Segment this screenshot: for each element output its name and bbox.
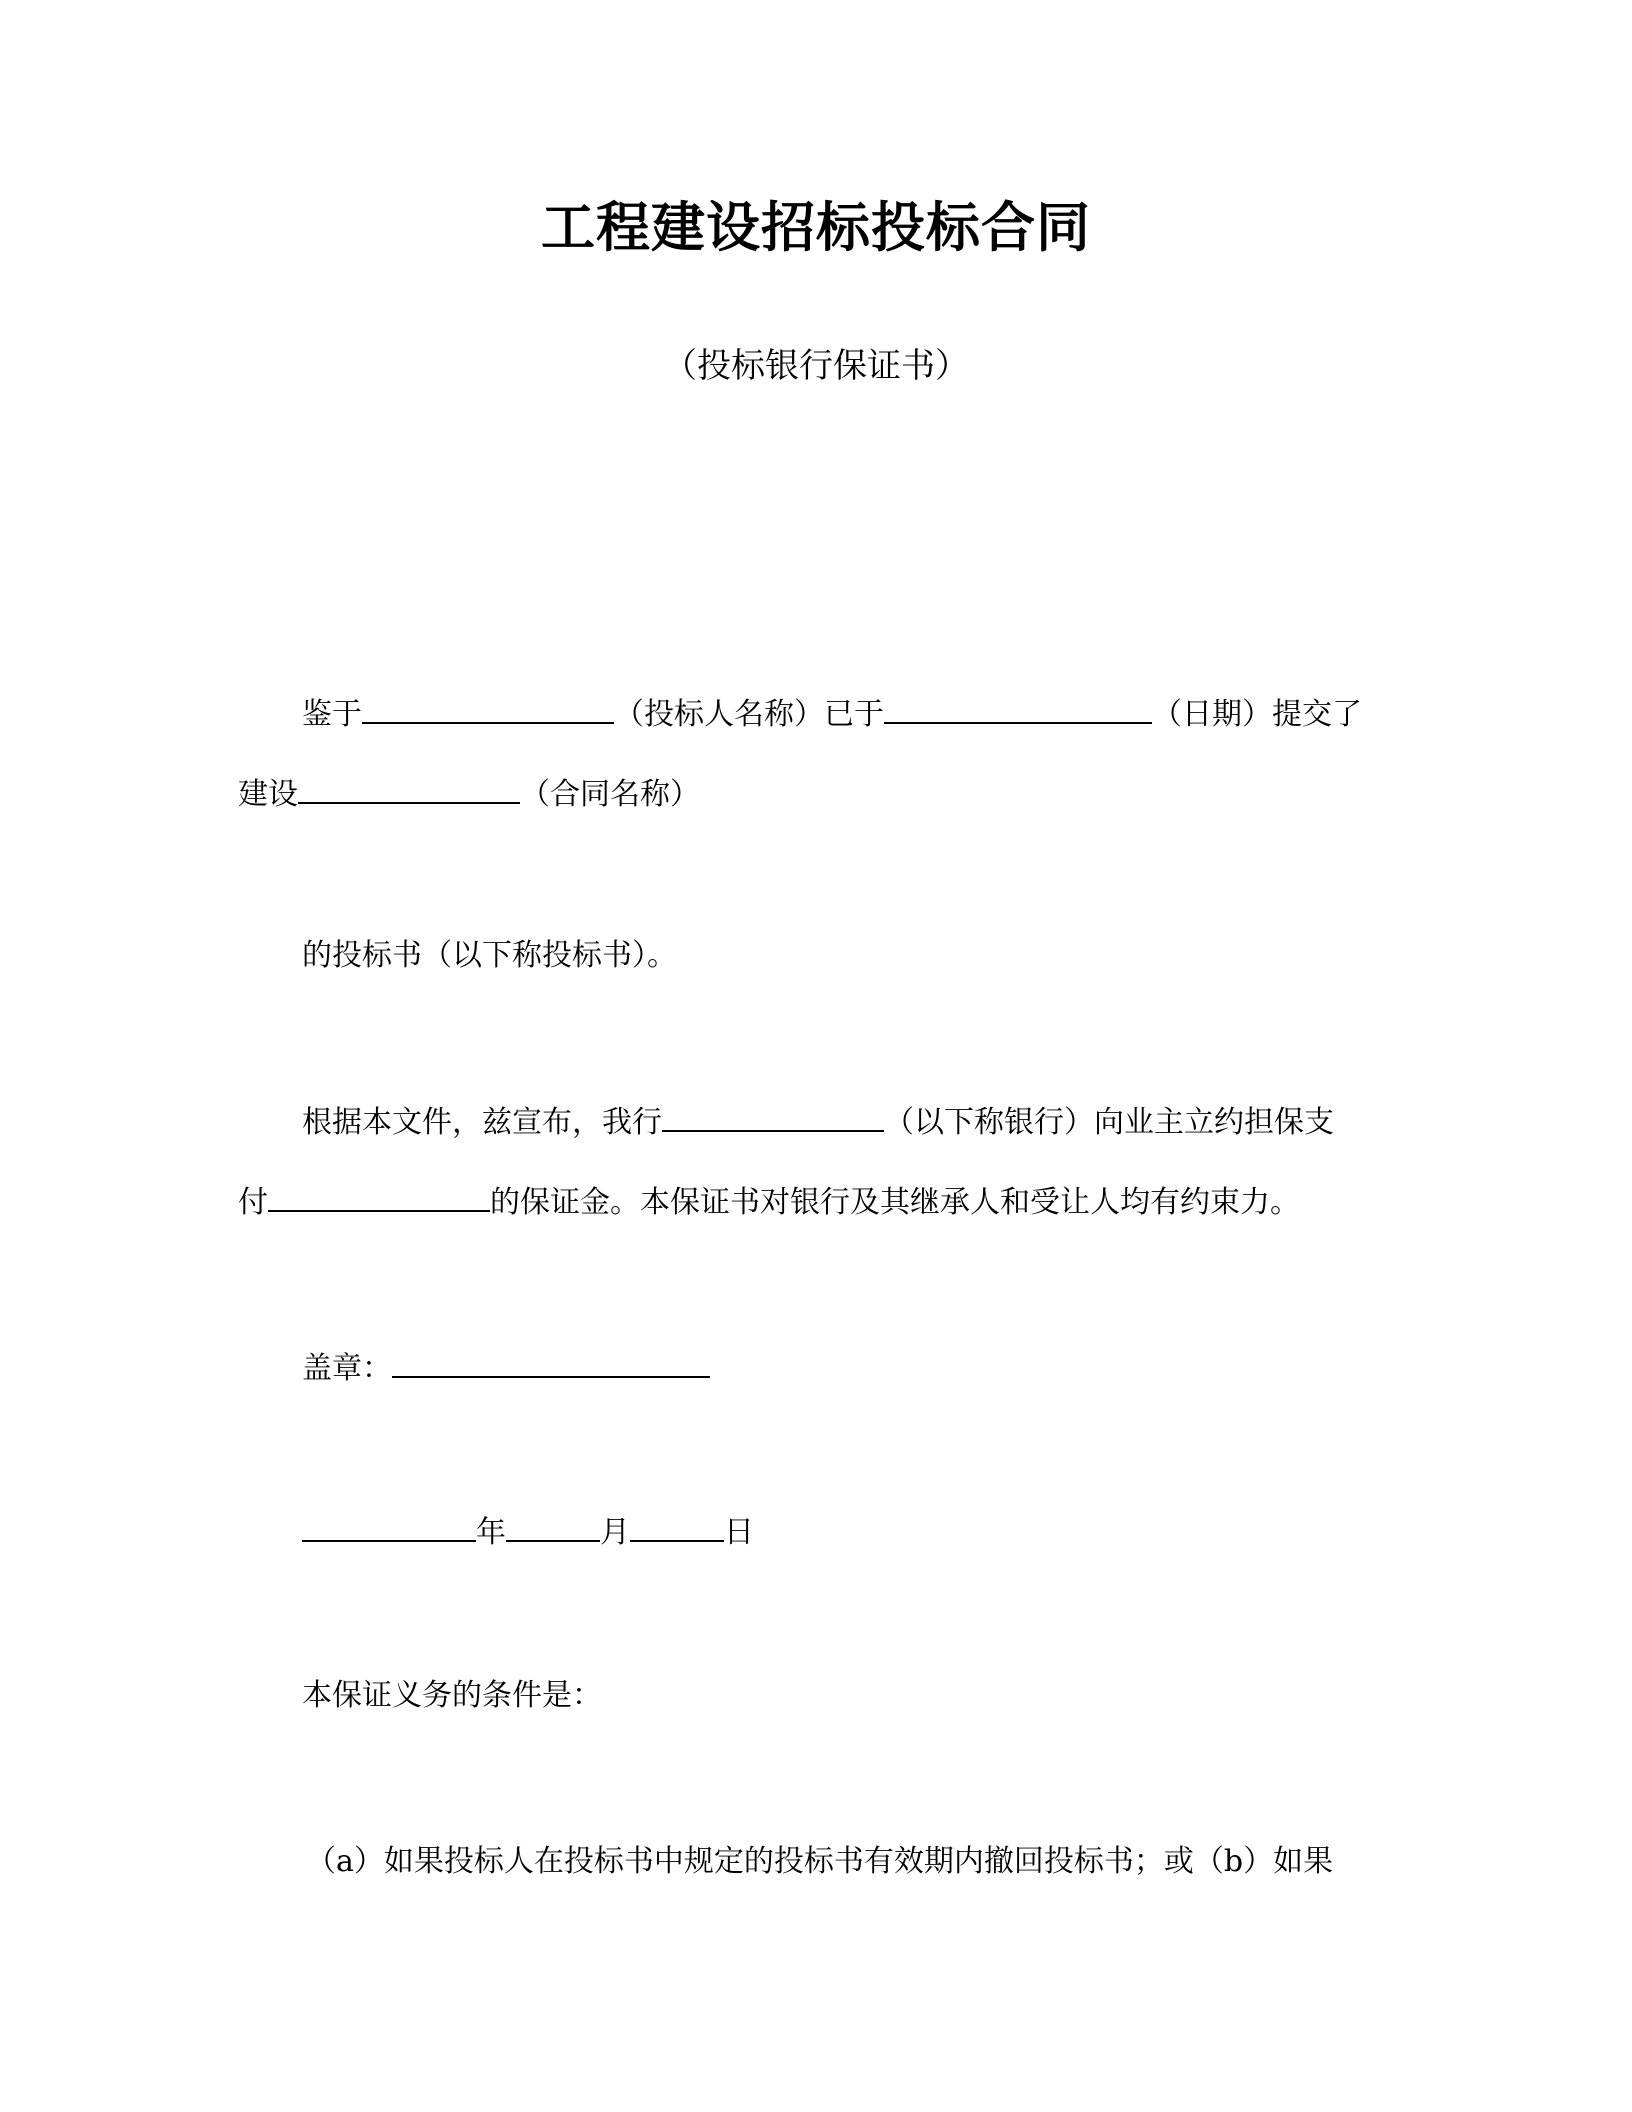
year-blank	[302, 1510, 476, 1542]
date-line	[302, 1510, 754, 1553]
para1-line1	[302, 692, 1362, 735]
month-label: 月	[600, 1515, 630, 1550]
para3-line1	[302, 1100, 1334, 1143]
bidder-name-blank	[362, 692, 614, 724]
para2-text: 的投标书（以下称投标书）。	[302, 938, 677, 973]
para1-text-1: 鉴于	[302, 697, 362, 732]
document-title: 工程建设招标投标合同	[541, 196, 1091, 259]
para3-line2	[238, 1180, 1300, 1223]
seal-blank	[392, 1346, 710, 1378]
condition-item-a	[306, 1842, 1333, 1882]
para1-text-4: 建设	[238, 777, 298, 812]
document-subtitle: （投标银行保证书）	[663, 346, 969, 386]
para1-text-2: （投标人名称）已于	[614, 697, 884, 732]
day-blank	[630, 1510, 724, 1542]
seal-label: 盖章：	[302, 1351, 392, 1386]
seal-line	[302, 1346, 710, 1389]
para3-text-1: 根据本文件，兹宣布，我行	[302, 1105, 662, 1140]
amount-blank	[268, 1180, 490, 1212]
bank-name-blank	[662, 1100, 884, 1132]
day-label: 日	[724, 1515, 754, 1550]
year-label: 年	[476, 1515, 506, 1550]
conditions-heading	[302, 1676, 602, 1716]
para2-line	[302, 936, 677, 976]
condition-item-a-text: （a）如果投标人在投标书中规定的投标书有效期内撤回投标书；或（b）如果	[306, 1844, 1334, 1879]
date-blank	[884, 692, 1152, 724]
para3-text-4: 的保证金。本保证书对银行及其继承人和受让人均有约束力。	[490, 1185, 1300, 1220]
para1-text-5: （合同名称）	[520, 777, 700, 812]
month-blank	[506, 1510, 600, 1542]
para1-text-3: （日期）提交了	[1152, 697, 1362, 732]
para1-line2	[238, 772, 700, 815]
para3-text-3: 付	[238, 1185, 268, 1220]
contract-name-blank	[298, 772, 520, 804]
para3-text-2: （以下称银行）向业主立约担保支	[884, 1105, 1334, 1140]
conditions-heading-text: 本保证义务的条件是：	[302, 1678, 602, 1713]
